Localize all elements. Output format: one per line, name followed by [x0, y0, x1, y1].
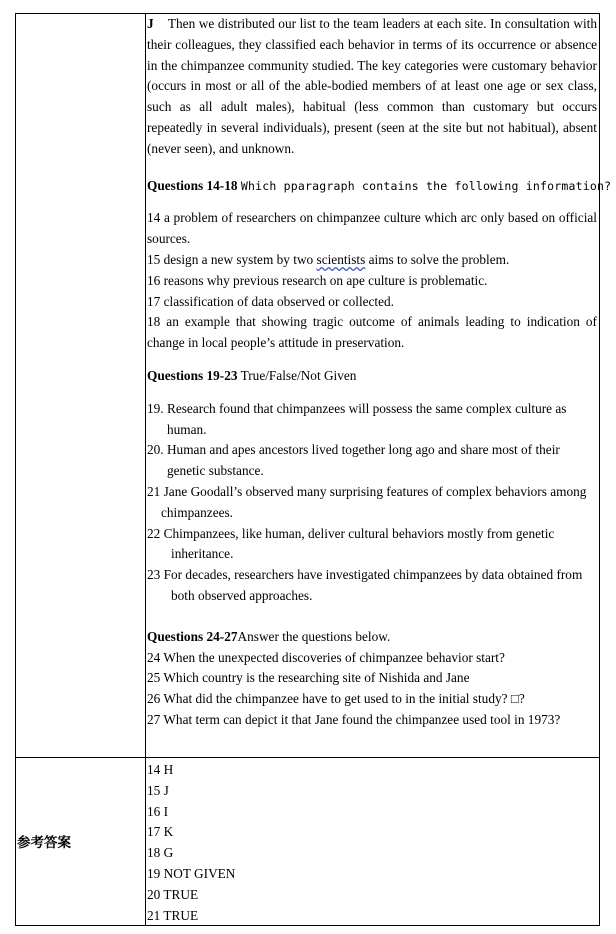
- answer-17: 17 K: [147, 824, 174, 840]
- question-15-underlined-word: scientists: [316, 251, 366, 267]
- paragraph-j: [147, 14, 597, 160]
- row-divider: [16, 757, 599, 758]
- question-25: 25 Which country is the researching site of Nishida and Jane: [147, 670, 470, 686]
- question-20: 20. Human and apes ancestors lived together long ago and share most of their genetic substance.: [147, 442, 560, 479]
- answer-16: 16 I: [147, 803, 169, 819]
- questions-19-23-heading: Questions 19-23: [147, 367, 238, 383]
- answer-14: 14 H: [147, 762, 174, 777]
- document-table: [15, 13, 612, 926]
- question-cell: [147, 14, 612, 731]
- questions-24-27-header: [147, 627, 597, 648]
- questions-19-23-instruction: True/False/Not Given: [237, 367, 357, 383]
- question-17: 17 classification of data observed or collected.: [147, 293, 395, 309]
- questions-14-18-heading: Questions 14-18: [147, 177, 238, 193]
- questions-24-27-heading: Questions 24-27: [147, 628, 238, 644]
- question-26: 26 What did the chimpanzee have to get used to in the initial study? □?: [147, 691, 525, 707]
- answer-section-label: 参考答案: [17, 835, 71, 851]
- question-18: 18 an example that showing tragic outcome of animals leading to indication of change in local people’s attitude in preservation.: [147, 314, 597, 351]
- question-24: 24 When the unexpected discoveries of chimpanzee behavior start?: [147, 649, 505, 665]
- question-14: 14 a problem of researchers on chimpanzee culture which arc only based on official sources.: [147, 210, 597, 247]
- questions-14-18-header: [147, 176, 612, 197]
- question-22: 22 Chimpanzees, like human, deliver cultural behaviors mostly from genetic inheritance.: [147, 525, 555, 562]
- paragraph-letter: J: [147, 16, 154, 31]
- question-27: 27 What term can depict it that Jane found the chimpanzee used tool in 1973?: [147, 711, 561, 727]
- question-16: 16 reasons why previous research on ape culture is problematic.: [147, 272, 488, 288]
- question-15: [147, 250, 597, 271]
- answer-20: 20 TRUE: [147, 886, 199, 902]
- questions-19-23-header: [147, 366, 597, 387]
- question-15-tail: aims to solve the problem.: [365, 251, 510, 267]
- question-23: 23 For decades, researchers have investigated chimpanzees by data obtained from both observed approaches.: [147, 567, 583, 603]
- question-19: 19. Research found that chimpanzees will possess the same complex culture as human.: [147, 400, 567, 437]
- answer-list: [147, 760, 235, 926]
- question-21: 21 Jane Goodall’s observed many surprising features of complex behaviors among chimpanzees.: [147, 483, 587, 520]
- answer-15: 15 J: [147, 782, 169, 798]
- answer-19: 19 NOT GIVEN: [147, 865, 236, 881]
- questions-14-18-instruction: Which pparagraph contains the following information?: [240, 178, 612, 193]
- questions-24-27-instruction: Answer the questions below.: [237, 628, 391, 644]
- question-15-text: 15 design a new system by two: [147, 251, 317, 267]
- answer-21: 21 TRUE: [147, 907, 199, 923]
- answer-18: 18 G: [147, 845, 174, 861]
- left-column: [16, 14, 146, 925]
- paragraph-text: Then we distributed our list to the team leaders at each site. In consultation with their colleagues, they classified each behavior in terms of its occurrence or absence in the chimpanzee community studied. The key categories were customary behavior (occurs in most or all of the able-bodied members of at least one age or sex class, such as all adult males), habitual (less common than customary but occurs repeatedly in several individuals), present (seen at the site but not habitual), absent (never seen), and unknown.: [147, 16, 597, 156]
